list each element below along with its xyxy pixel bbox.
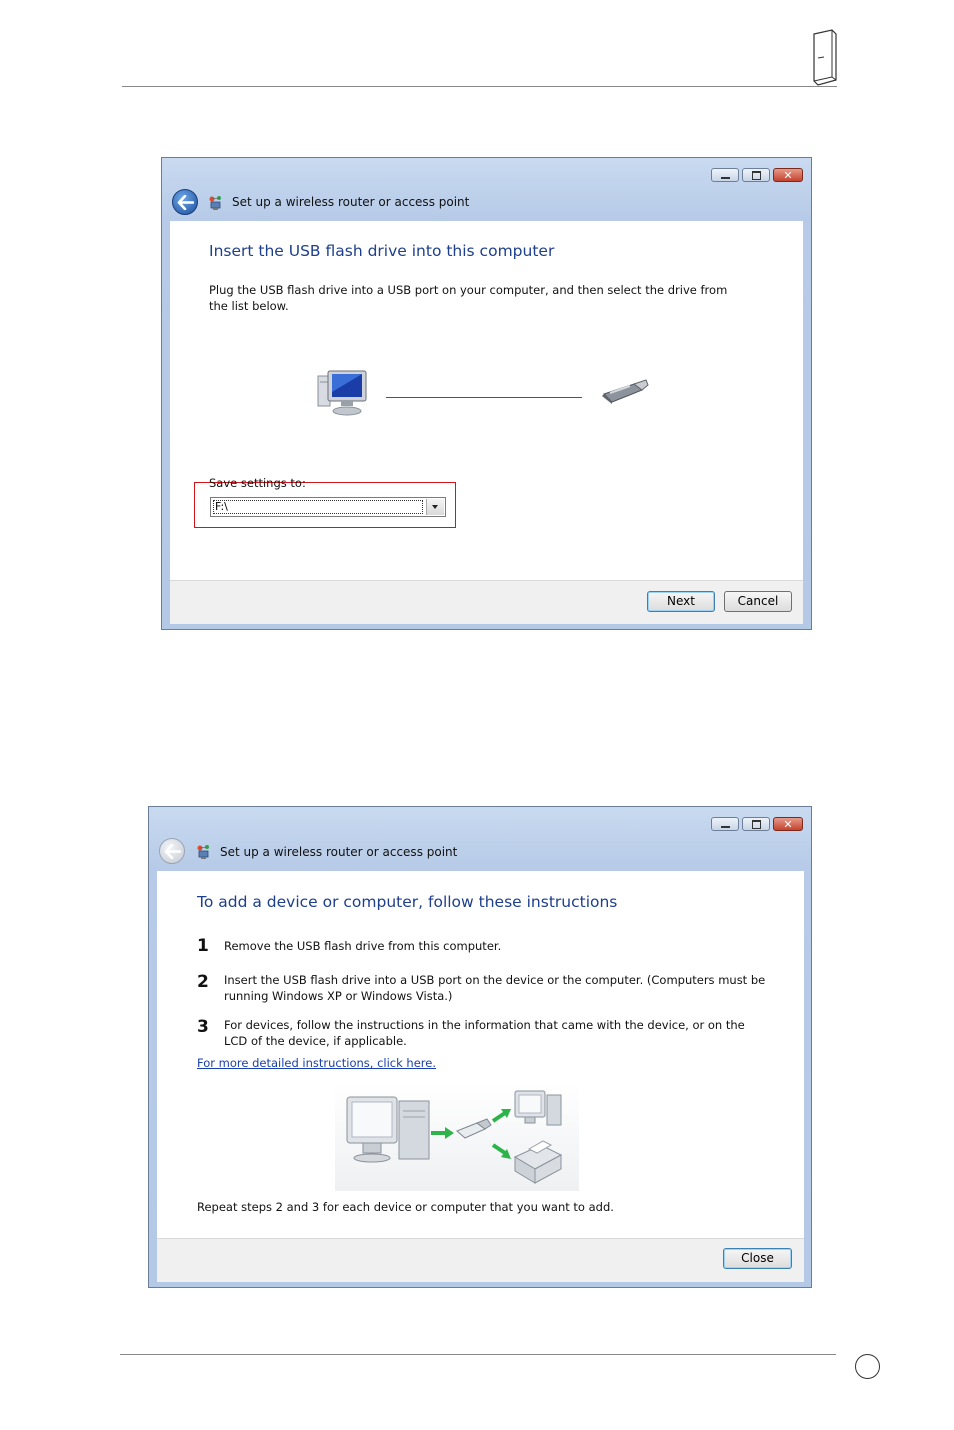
minimize-icon (721, 177, 730, 179)
back-arrow-icon (177, 195, 194, 210)
page-number-circle (855, 1354, 880, 1379)
minimize-button[interactable] (711, 817, 739, 831)
step-number: 1 (197, 936, 209, 956)
instruction-line-2: the list below. (209, 299, 289, 313)
back-arrow-icon (164, 844, 181, 859)
window-controls (711, 817, 803, 831)
setup-illustration (335, 1083, 579, 1191)
cancel-button[interactable]: Cancel (724, 591, 792, 612)
computer-icon (316, 368, 370, 418)
maximize-icon (752, 171, 761, 180)
wizard-dialog-usb (161, 157, 812, 630)
instruction-line-1: Plug the USB flash drive into a USB port on your computer, and then select the drive from (209, 283, 728, 297)
page-heading: Insert the USB flash drive into this computer (209, 242, 555, 260)
next-button[interactable]: Next (647, 591, 715, 612)
connection-line (386, 397, 582, 398)
step-2-text-line-2: running Windows XP or Windows Vista.) (224, 989, 453, 1003)
minimize-button[interactable] (711, 168, 739, 182)
router-icon (808, 28, 840, 88)
window-title: Set up a wireless router or access point (232, 195, 470, 209)
close-window-button[interactable] (773, 817, 803, 831)
window-title: Set up a wireless router or access point (220, 845, 458, 859)
maximize-icon (752, 820, 761, 829)
bottom-rule (120, 1354, 836, 1355)
chevron-down-icon[interactable] (426, 499, 444, 515)
close-window-button[interactable] (773, 168, 803, 182)
close-button[interactable]: Close (723, 1248, 792, 1269)
close-icon: ✕ (783, 817, 793, 831)
step-3-text-line-2: LCD of the device, if applicable. (224, 1034, 407, 1048)
repeat-steps-text: Repeat steps 2 and 3 for each device or computer that you want to add. (197, 1200, 614, 1214)
step-2-text-line-1: Insert the USB flash drive into a USB port on the device or the computer. (Computers must be (224, 973, 766, 987)
step-3-text-line-1: For devices, follow the instructions in the information that came with the device, or on the (224, 1018, 745, 1032)
save-settings-label: Save settings to: (209, 476, 306, 490)
step-number: 2 (197, 972, 209, 992)
minimize-icon (721, 826, 730, 828)
more-instructions-link[interactable]: For more detailed instructions, click here. (197, 1056, 436, 1070)
page-heading: To add a device or computer, follow these instructions (197, 893, 618, 911)
wireless-setup-icon (208, 195, 224, 211)
save-drive-select[interactable] (210, 497, 446, 517)
usb-drive-icon (598, 378, 650, 406)
back-button[interactable] (159, 838, 185, 864)
maximize-button[interactable] (742, 168, 770, 182)
wireless-setup-icon (196, 844, 212, 860)
close-icon: ✕ (783, 168, 793, 182)
button-bar (157, 1238, 804, 1282)
step-number: 3 (197, 1017, 209, 1037)
window-controls (711, 168, 803, 182)
back-button[interactable] (172, 189, 198, 215)
top-rule (122, 86, 837, 87)
step-1-text: Remove the USB flash drive from this computer. (224, 939, 502, 953)
maximize-button[interactable] (742, 817, 770, 831)
selected-drive: F:\ (213, 500, 423, 514)
